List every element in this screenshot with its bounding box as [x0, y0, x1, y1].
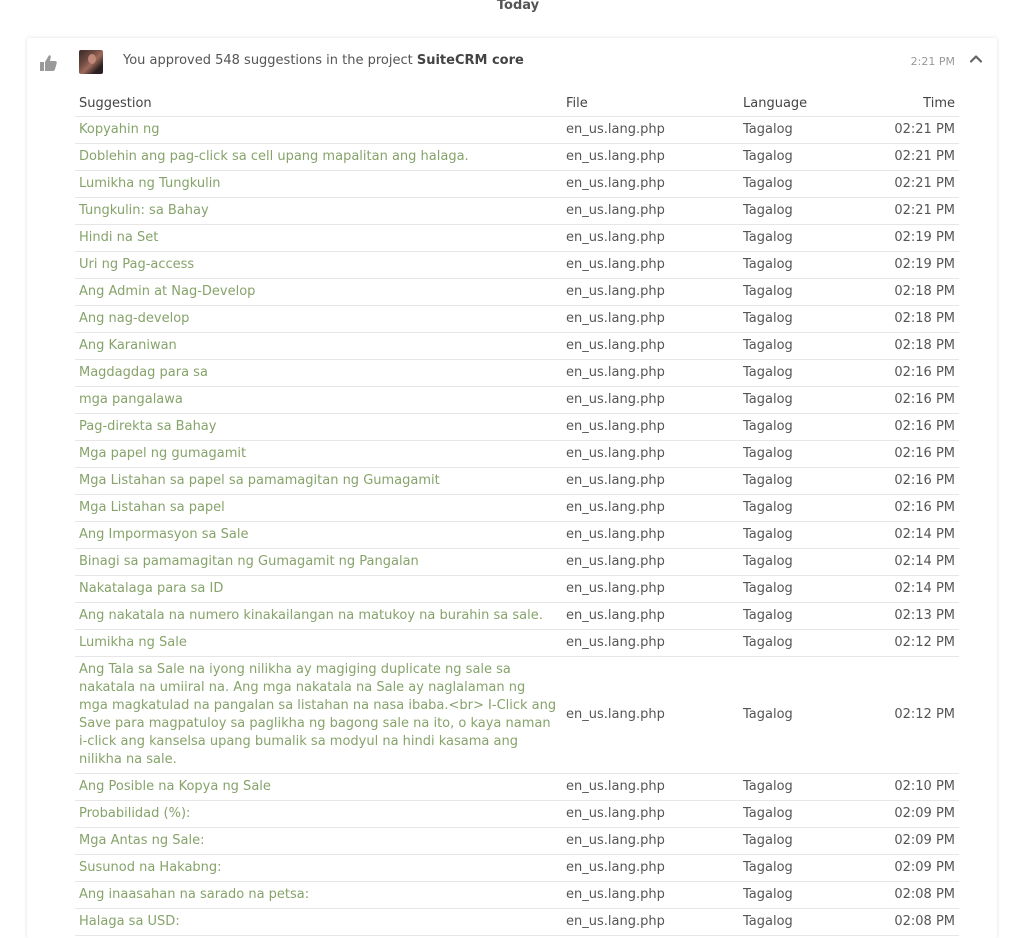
time-cell: 02:21 PM — [867, 171, 959, 198]
project-name[interactable]: SuiteCRM core — [416, 53, 524, 68]
time-cell: 02:08 PM — [867, 882, 959, 909]
file-cell: en_us.lang.php — [562, 495, 739, 522]
time-cell: 02:10 PM — [867, 774, 959, 801]
column-header-suggestion: Suggestion — [75, 90, 562, 117]
file-cell: en_us.lang.php — [562, 657, 739, 774]
file-cell: en_us.lang.php — [562, 909, 739, 936]
language-cell: Tagalog — [739, 882, 867, 909]
table-row — [75, 576, 959, 603]
suggestion-link[interactable]: Doblehin ang pag-click sa cell upang mapalitan ang halaga. — [75, 144, 562, 171]
table-row — [75, 441, 959, 468]
avatar[interactable] — [79, 50, 103, 74]
activity-card — [27, 38, 997, 938]
suggestion-link[interactable]: Halaga sa USD: — [75, 909, 562, 936]
file-cell: en_us.lang.php — [562, 306, 739, 333]
time-cell: 02:08 PM — [867, 909, 959, 936]
time-cell: 02:18 PM — [867, 333, 959, 360]
table-row — [75, 630, 959, 657]
suggestion-link[interactable]: Ang Posible na Kopya ng Sale — [75, 774, 562, 801]
file-cell: en_us.lang.php — [562, 441, 739, 468]
language-cell: Tagalog — [739, 801, 867, 828]
table-row — [75, 909, 959, 936]
language-cell: Tagalog — [739, 279, 867, 306]
suggestion-link[interactable]: Ang Karaniwan — [75, 333, 562, 360]
file-cell: en_us.lang.php — [562, 468, 739, 495]
language-cell: Tagalog — [739, 855, 867, 882]
suggestion-link[interactable]: Nakatalaga para sa ID — [75, 576, 562, 603]
file-cell: en_us.lang.php — [562, 225, 739, 252]
language-cell: Tagalog — [739, 171, 867, 198]
file-cell: en_us.lang.php — [562, 387, 739, 414]
file-cell: en_us.lang.php — [562, 279, 739, 306]
table-row — [75, 171, 959, 198]
file-cell: en_us.lang.php — [562, 252, 739, 279]
language-cell: Tagalog — [739, 414, 867, 441]
file-cell: en_us.lang.php — [562, 828, 739, 855]
file-cell: en_us.lang.php — [562, 549, 739, 576]
language-cell: Tagalog — [739, 828, 867, 855]
language-cell: Tagalog — [739, 774, 867, 801]
suggestion-link[interactable]: Pag-direkta sa Bahay — [75, 414, 562, 441]
column-header-language: Language — [739, 90, 867, 117]
file-cell: en_us.lang.php — [562, 414, 739, 441]
file-cell: en_us.lang.php — [562, 855, 739, 882]
time-cell: 02:21 PM — [867, 144, 959, 171]
table-body — [75, 117, 959, 936]
language-cell: Tagalog — [739, 657, 867, 774]
day-heading: Today — [496, 0, 540, 13]
suggestion-link[interactable]: mga pangalawa — [75, 387, 562, 414]
table-row — [75, 828, 959, 855]
time-cell: 02:14 PM — [867, 522, 959, 549]
file-cell: en_us.lang.php — [562, 333, 739, 360]
time-cell: 02:19 PM — [867, 252, 959, 279]
suggestion-link[interactable]: Ang nakatala na numero kinakailangan na matukoy na burahin sa sale. — [75, 603, 562, 630]
suggestion-link[interactable]: Uri ng Pag-access — [75, 252, 562, 279]
activity-summary — [123, 53, 524, 68]
time-cell: 02:09 PM — [867, 855, 959, 882]
file-cell: en_us.lang.php — [562, 630, 739, 657]
table-row — [75, 549, 959, 576]
language-cell: Tagalog — [739, 252, 867, 279]
suggestions-table — [75, 90, 959, 936]
file-cell: en_us.lang.php — [562, 603, 739, 630]
language-cell: Tagalog — [739, 630, 867, 657]
language-cell: Tagalog — [739, 468, 867, 495]
suggestion-link[interactable]: Hindi na Set — [75, 225, 562, 252]
file-cell: en_us.lang.php — [562, 117, 739, 144]
file-cell: en_us.lang.php — [562, 882, 739, 909]
file-cell: en_us.lang.php — [562, 576, 739, 603]
table-row — [75, 522, 959, 549]
time-cell: 02:16 PM — [867, 360, 959, 387]
table-row — [75, 306, 959, 333]
time-cell: 02:09 PM — [867, 828, 959, 855]
language-cell: Tagalog — [739, 576, 867, 603]
table-row — [75, 468, 959, 495]
suggestion-link[interactable]: Mga Listahan sa papel — [75, 495, 562, 522]
table-row — [75, 387, 959, 414]
suggestion-link[interactable]: Ang nag-develop — [75, 306, 562, 333]
suggestion-link[interactable]: Binagi sa pamamagitan ng Gumagamit ng Pangalan — [75, 549, 562, 576]
language-cell: Tagalog — [739, 441, 867, 468]
language-cell: Tagalog — [739, 144, 867, 171]
language-cell: Tagalog — [739, 198, 867, 225]
file-cell: en_us.lang.php — [562, 198, 739, 225]
suggestion-link[interactable]: Tungkulin: sa Bahay — [75, 198, 562, 225]
language-cell: Tagalog — [739, 117, 867, 144]
time-cell: 02:16 PM — [867, 414, 959, 441]
table-row — [75, 657, 959, 774]
language-cell: Tagalog — [739, 522, 867, 549]
file-cell: en_us.lang.php — [562, 360, 739, 387]
suggestion-link[interactable]: Ang Admin at Nag-Develop — [75, 279, 562, 306]
language-cell: Tagalog — [739, 333, 867, 360]
time-cell: 02:16 PM — [867, 468, 959, 495]
activity-summary-text: You approved 548 suggestions in the project — [123, 53, 413, 68]
time-cell: 02:19 PM — [867, 225, 959, 252]
activity-time: 2:21 PM — [910, 55, 955, 68]
suggestion-link[interactable]: Lumikha ng Sale — [75, 630, 562, 657]
language-cell: Tagalog — [739, 549, 867, 576]
time-cell: 02:18 PM — [867, 279, 959, 306]
time-cell: 02:16 PM — [867, 387, 959, 414]
suggestion-link[interactable]: Mga Listahan sa papel sa pamamagitan ng Gumagamit — [75, 468, 562, 495]
table-row — [75, 117, 959, 144]
table-row — [75, 333, 959, 360]
table-row — [75, 360, 959, 387]
thumbs-up-icon — [39, 53, 59, 73]
chevron-up-icon[interactable] — [969, 52, 983, 66]
time-cell: 02:18 PM — [867, 306, 959, 333]
suggestion-link[interactable]: Ang Tala sa Sale na iyong nilikha ay magiging duplicate ng sale sa nakatala na umiiral na. Ang mga nakatala na Sale ay naglalaman ng mga magkatulad na pangalan sa listahan na nasa ibaba.<br> I-Click ang Save para magpatuloy sa paglikha ng bagong sale na ito, o kaya naman i-click ang kanselsa upang bumalik sa modyul na hindi kasama ang nilikha na sale. — [75, 657, 562, 774]
time-cell: 02:16 PM — [867, 441, 959, 468]
time-cell: 02:09 PM — [867, 801, 959, 828]
time-cell: 02:12 PM — [867, 630, 959, 657]
file-cell: en_us.lang.php — [562, 522, 739, 549]
file-cell: en_us.lang.php — [562, 774, 739, 801]
file-cell: en_us.lang.php — [562, 801, 739, 828]
column-header-file: File — [562, 90, 739, 117]
language-cell: Tagalog — [739, 909, 867, 936]
table-row — [75, 495, 959, 522]
language-cell: Tagalog — [739, 495, 867, 522]
table-row — [75, 774, 959, 801]
language-cell: Tagalog — [739, 387, 867, 414]
table-row — [75, 603, 959, 630]
suggestion-link[interactable]: Magdagdag para sa — [75, 360, 562, 387]
suggestion-link[interactable]: Ang Impormasyon sa Sale — [75, 522, 562, 549]
table-row — [75, 279, 959, 306]
language-cell: Tagalog — [739, 603, 867, 630]
file-cell: en_us.lang.php — [562, 144, 739, 171]
table-row — [75, 414, 959, 441]
time-cell: 02:21 PM — [867, 198, 959, 225]
table-row — [75, 144, 959, 171]
table-row — [75, 225, 959, 252]
suggestion-link[interactable]: Mga Antas ng Sale: — [75, 828, 562, 855]
suggestion-link[interactable]: Mga papel ng gumagamit — [75, 441, 562, 468]
time-cell: 02:21 PM — [867, 117, 959, 144]
table-row — [75, 252, 959, 279]
file-cell: en_us.lang.php — [562, 171, 739, 198]
column-header-time: Time — [867, 90, 959, 117]
time-cell: 02:12 PM — [867, 657, 959, 774]
table-row — [75, 882, 959, 909]
table-row — [75, 198, 959, 225]
suggestion-link[interactable]: Ang inaasahan na sarado na petsa: — [75, 882, 562, 909]
time-cell: 02:14 PM — [867, 576, 959, 603]
language-cell: Tagalog — [739, 306, 867, 333]
suggestion-link[interactable]: Susunod na Hakabng: — [75, 855, 562, 882]
suggestion-link[interactable]: Probabilidad (%): — [75, 801, 562, 828]
table-header-row — [75, 90, 959, 117]
time-cell: 02:13 PM — [867, 603, 959, 630]
language-cell: Tagalog — [739, 360, 867, 387]
language-cell: Tagalog — [739, 225, 867, 252]
suggestion-link[interactable]: Lumikha ng Tungkulin — [75, 171, 562, 198]
suggestion-link[interactable]: Kopyahin ng — [75, 117, 562, 144]
table-row — [75, 801, 959, 828]
time-cell: 02:14 PM — [867, 549, 959, 576]
time-cell: 02:16 PM — [867, 495, 959, 522]
table-row — [75, 855, 959, 882]
